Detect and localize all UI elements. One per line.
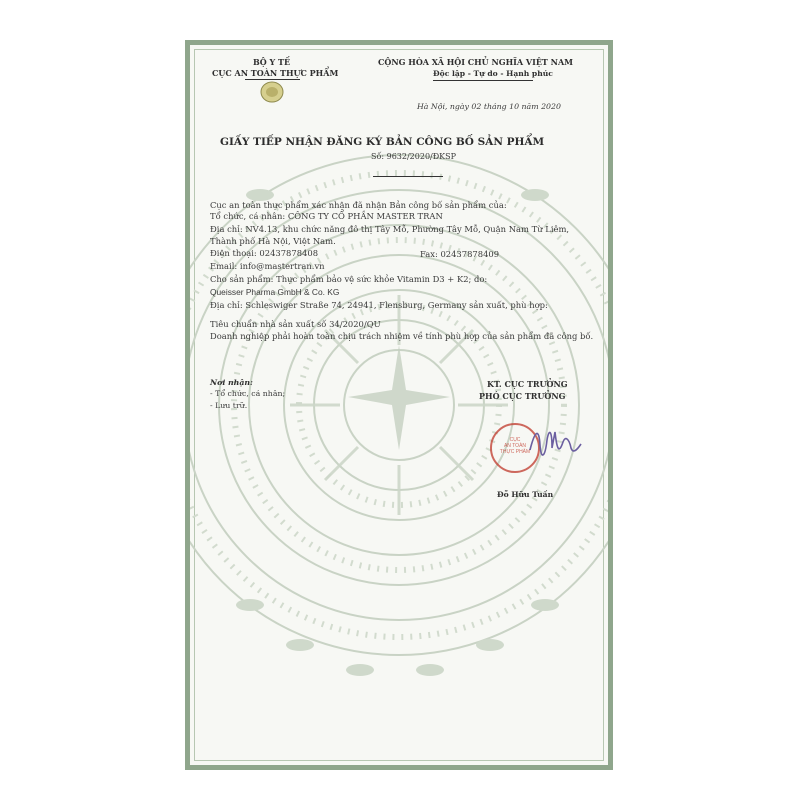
title-underline [373,176,443,177]
product-text: Cho sản phẩm: Thực phẩm bảo vệ sức khỏe Vitamin D3 + K2; do: [210,274,488,284]
email-text: Email: info@mastertran.vn [210,261,325,271]
address-line-1: Địa chỉ: NV4.13, khu chức năng đô thị Tây Mỗ, Phường Tây Mỗ, Quận Nam Từ Liêm, [210,224,570,234]
seal-text-2: AN TOÀN [503,443,527,449]
recipient-item-1: - Tổ chức, cá nhân; [210,389,286,398]
ministry-emblem-icon [260,81,284,103]
republic-underline [433,80,533,81]
handwritten-signature [525,420,585,465]
republic-line1: CỘNG HÒA XÃ HỘI CHỦ NGHĨA VIỆT NAM [378,57,574,67]
manufacturer-address: Địa chỉ: Schleswiger Straße 74, 24941, Flensburg, Germany sản xuất, phù hợp: [210,300,548,310]
responsibility-text: Doanh nghiệp phải hoàn toàn chịu trách nhiệm về tính phù hợp của sản phẩm đã công bố. [210,331,594,341]
seal-text-1: CỤC [509,437,521,443]
signature-title-1: KT. CỤC TRƯỞNG [487,379,568,389]
certificate-document [185,40,613,770]
ministry-line1: BỘ Y TẾ [253,57,291,67]
org-text: Tổ chức, cá nhân: CÔNG TY CỔ PHẦN MASTER TRAN [210,211,443,221]
intro-text: Cục an toàn thực phẩm xác nhận đã nhận Bản công bố sản phẩm của: [210,200,507,210]
signer-name: Đỗ Hữu Tuấn [497,490,554,499]
signature-title-2: PHÓ CỤC TRƯỞNG [479,391,566,401]
document-title: GIẤY TIẾP NHẬN ĐĂNG KÝ BẢN CÔNG BỐ SẢN PHẨM [220,136,545,148]
fax-text: Fax: 02437878409 [420,249,500,259]
republic-line2: Độc lập - Tự do - Hạnh phúc [433,69,553,78]
recipient-item-2: - Lưu trữ. [210,401,248,410]
address-line-2: Thành phố Hà Nội, Việt Nam. [210,236,336,246]
ministry-underline [245,79,300,80]
recipients-heading: Nơi nhận: [210,378,253,387]
seal-text-3: THỰC PHẨM [499,449,531,455]
ministry-line2: CỤC AN TOÀN THỰC PHẨM [212,68,339,78]
standard-text: Tiêu chuẩn nhà sản xuất số 34/2020/QU [210,319,381,329]
manufacturer-text: Queisser Pharma GmbH & Co. KG [210,287,340,297]
place-date: Hà Nội, ngày 02 tháng 10 năm 2020 [417,102,561,111]
document-number: Số: 9632/2020/ĐKSP [371,152,457,161]
phone-text: Điện thoại: 02437878408 [210,248,319,258]
